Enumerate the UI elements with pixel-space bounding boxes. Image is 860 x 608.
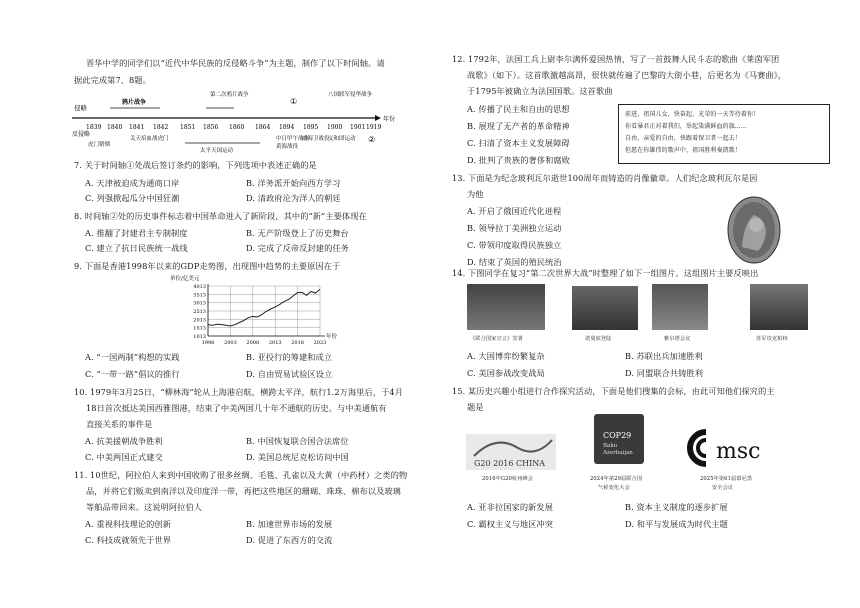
x-tick-label: 2008 (246, 340, 260, 346)
q13-line-1: 13. 下面是为纪念玻利瓦尔逝世100周年而铸造的肖像徽章。人们纪念玻利瓦尔是因 (452, 173, 758, 183)
year-1894: 1894 (279, 124, 295, 131)
q11-line-3: 等舶品带回来。这说明阿拉伯人 (86, 502, 203, 512)
caption-normandy: 诺曼底登陆 (585, 336, 612, 342)
q7-option-a[interactable]: A. 天津被迫成为通商口岸 (85, 178, 180, 188)
q11-line-1: 11. 10世纪，阿拉伯人来到中国收购了很多丝绸、毛毯、孔雀以及大黄（中药材）之类的物 (74, 470, 408, 480)
q12-option-a[interactable]: A. 传播了民主和自由的思想 (467, 104, 570, 114)
timeline-top-label: 侵略 (74, 104, 87, 112)
q15-line-2: 题是 (467, 402, 484, 412)
q13-option-a[interactable]: A. 开启了俄国近代化进程 (467, 206, 562, 216)
q14-option-a[interactable]: A. 大国博弈纷繁复杂 (467, 351, 545, 361)
cop29-logo (594, 414, 644, 464)
lyric-line-4: 但愿在你雄伟的歌声中，祖国胜利奏凯歌！ (625, 147, 741, 154)
x-tick-label: 2018 (291, 340, 304, 346)
marseillaise-lyrics-box (618, 104, 830, 164)
caption-msc-a: 2025年第61届慕尼黑 (700, 476, 753, 482)
history-timeline (70, 90, 400, 170)
year-1841: 1841 (129, 124, 145, 131)
q8-option-a[interactable]: A. 推翻了封建君主专制制度 (85, 228, 188, 238)
q13-option-b[interactable]: B. 领导拉丁美洲独立运动 (467, 223, 562, 233)
intro-line-1: 晋华中学的同学们以“近代中华民族的反侵略斗争”为主题，制作了以下时间轴。请 (86, 58, 385, 68)
q11-option-a[interactable]: A. 重视科技理论的创新 (85, 519, 172, 529)
top-event-opium-war: 鸦片战争 (122, 99, 147, 106)
q12-option-c[interactable]: C. 扫清了资本主义发展障碍 (467, 138, 570, 148)
q11-line-2: 品，并将它们贩卖到南洋以及印度洋一带，再把这些地区的珊瑚、珠珠、棉布以及玻璃 (86, 486, 401, 496)
timeline-arrow (375, 115, 381, 121)
q13-option-d[interactable]: D. 结束了英国的殖民统治 (467, 257, 562, 267)
lyric-line-3: 自由，亲爱的自由，快跟着保卫者一起去！ (625, 135, 741, 142)
q8-option-d[interactable]: D. 完成了反帝反封建的任务 (246, 243, 349, 253)
bolivar-medal-image (726, 195, 782, 265)
q12-option-d[interactable]: D. 批判了贵族的奢侈和腐败 (467, 155, 570, 165)
bottom-event-yellow-sea: 黄海战役 (276, 144, 299, 150)
q10-option-c[interactable]: C. 中美两国正式建交 (85, 452, 163, 462)
y-tick-label: 3013 (193, 300, 206, 307)
x-tick-label: 2023 (313, 340, 327, 346)
q12-line-1: 12. 1792年，法国工兵上尉李尔满怀爱国热情，写了一首鼓舞人民斗志的歌曲《莱茵军团 (452, 54, 780, 64)
photo-normandy (572, 286, 638, 330)
y-tick-label: 1013 (193, 334, 206, 340)
g20-logo-text: G20 2016 CHINA (474, 459, 546, 468)
cop29-logo-title: COP29 (603, 431, 632, 440)
year-1901: 1901 (350, 124, 366, 131)
q9-option-d[interactable]: D. 自由贸易试验区设立 (246, 369, 333, 379)
timeline-axis-unit: 年份 (383, 116, 396, 123)
y-tick-label: 2513 (193, 309, 206, 315)
bottom-event-taiping: 太平天国运动 (200, 148, 234, 154)
q14-option-b[interactable]: B. 苏联出兵加速胜利 (625, 351, 703, 361)
caption-cop29-a: 2024年第29届联合国 (590, 476, 643, 482)
q7-option-b[interactable]: B. 洋务派开始向西方学习 (246, 178, 341, 188)
photo-berlin (750, 284, 808, 330)
bottom-event-guan-tianpei: 关天培血战虎门 (130, 136, 169, 142)
q12-option-b[interactable]: B. 展现了无产者的革命精神 (467, 121, 570, 131)
bottom-event-marker-2: ② (368, 135, 376, 144)
q15-option-b[interactable]: B. 资本主义制度的逐步扩展 (625, 502, 728, 512)
q13-option-c[interactable]: C. 带领印度取得民族独立 (467, 240, 562, 250)
q9-option-a[interactable]: A. “一国两制”构想的实践 (85, 352, 180, 362)
year-1860: 1860 (229, 124, 245, 131)
bottom-event-boxer: 义和团运动 (328, 136, 356, 142)
bottom-event-humen: 虎门销烟 (88, 142, 111, 148)
caption-msc-b: 安全会议 (712, 485, 734, 491)
caption-g20: 2016年G20杭州峰会 (482, 476, 534, 482)
hong-kong-gdp-chart (170, 272, 350, 350)
timeline-bottom-label: 反侵略 (72, 131, 91, 138)
gdp-series-line (208, 289, 320, 326)
q15-line-1: 15. 某历史兴趣小组进行合作探究活动，下面是他们搜集的会标，由此可知他们探究的主 (452, 386, 775, 396)
q8-stem: 8. 时间轴②处的历史事件标志着中国革命进入了新阶段，其中的“新”主要体现在 (74, 211, 367, 221)
cop29-logo-city: Baku (603, 443, 618, 449)
caption-berlin: 苏军攻克柏林 (756, 336, 788, 342)
y-tick-label: 3513 (193, 292, 206, 299)
q7-option-d[interactable]: D. 清政府沦为洋人的朝廷 (246, 193, 341, 203)
intro-line-2: 据此完成第7、8题。 (74, 75, 151, 85)
q8-option-b[interactable]: B. 无产阶级登上了历史舞台 (246, 228, 349, 238)
right-column (430, 0, 860, 608)
q7-option-c[interactable]: C. 列强掀起瓜分中国狂潮 (85, 193, 180, 203)
q12-line-3: 于1795年被确立为法国国歌。这首歌曲 (467, 86, 613, 96)
q10-line-1: 10. 1979年3月25日，“柳林海”轮从上海港启航，横跨太平洋，航行1.2万海里后，于4月 (74, 387, 404, 397)
q14-line-1: 14. 下图同学在复习“第二次世界大战”时整理了如下一组图片。这组图片主要反映出 (452, 268, 759, 278)
q13-line-2: 为他 (467, 189, 484, 199)
q12-line-2: 战歌》（如下）。这首歌激越高昂，很快就传遍了巴黎的大街小巷，后更名为《马赛曲》， (467, 70, 787, 80)
top-event-eight-nation: 八国联军侵华战争 (328, 92, 373, 98)
q10-option-a[interactable]: A. 抗美援朝战争胜利 (85, 436, 163, 446)
caption-un-declaration: 《联合国家宣言》签署 (470, 336, 523, 342)
lyric-line-1: 前进，祖国儿女，快奋起，光荣的一天等待着你！ (625, 111, 760, 118)
g20-logo (466, 428, 556, 472)
chart-y-label: 单位/亿美元 (170, 276, 200, 282)
year-1842: 1842 (153, 124, 169, 131)
q15-option-c[interactable]: C. 霸权主义与地区冲突 (467, 519, 554, 529)
msc-logo (678, 426, 788, 470)
year-1856: 1856 (203, 124, 219, 131)
y-tick-label: 2013 (193, 317, 206, 324)
q8-option-c[interactable]: C. 建立了抗日民族统一战线 (85, 243, 188, 253)
q11-option-b[interactable]: B. 加速世界市场的发展 (246, 519, 333, 529)
cop29-logo-country: Azerbaijan (603, 450, 633, 456)
top-event-marker-1: ① (290, 97, 298, 106)
year-1895: 1895 (303, 124, 319, 131)
year-1839: 1839 (86, 124, 102, 131)
photo-yalta (652, 284, 708, 330)
year-1864: 1864 (255, 124, 271, 131)
bottom-event-weihaiwei: 威海卫战役 (302, 136, 330, 142)
y-tick-label: 1513 (193, 325, 206, 332)
photo-un-declaration (467, 284, 545, 330)
q15-option-a[interactable]: A. 亚非拉国家的新发展 (467, 502, 554, 512)
x-tick-label: 2013 (268, 340, 282, 346)
q14-option-c[interactable]: C. 美国参战改变战局 (467, 368, 545, 378)
x-tick-label: 1998 (201, 340, 215, 346)
x-tick-label: 2003 (224, 340, 237, 346)
q14-option-d[interactable]: D. 同盟联合共铸胜利 (625, 368, 704, 378)
bottom-event-sino-japanese: 中日甲午战争 (276, 136, 310, 142)
caption-cop29-b: 气候变化大会 (598, 485, 630, 491)
q9-option-c[interactable]: C. “一带一路”倡议的推行 (85, 369, 180, 379)
msc-logo-text: msc (716, 439, 761, 464)
q11-option-d[interactable]: D. 促进了东西方的交流 (246, 535, 333, 545)
y-tick-label: 4013 (193, 284, 206, 290)
q10-line-2: 18日首次抵达美国西雅图港，结束了中美两国几十年不通航的历史。与中美通航有 (86, 403, 387, 413)
q9-stem: 9. 下面是香港1998年以来的GDP走势图，出现图中趋势的主要原因在于 (74, 261, 341, 271)
caption-yalta: 雅尔塔会议 (664, 336, 691, 342)
year-1900: 1900 (327, 124, 343, 131)
year-1919: 1919 (366, 124, 382, 131)
year-1851: 1851 (180, 124, 196, 131)
year-1840: 1840 (107, 124, 123, 131)
lyric-line-2: 你看暴君正对着我们，举起染满鲜血的旗…… (625, 123, 748, 130)
q11-option-c[interactable]: C. 科技成就领先于世界 (85, 535, 172, 545)
top-event-second-opium-war: 第二次鸦片战争 (210, 92, 249, 98)
q10-option-d[interactable]: D. 美国总统尼克松访问中国 (246, 452, 349, 462)
q15-option-d[interactable]: D. 和平与发展成为时代主题 (625, 519, 728, 529)
chart-x-label: 年份 (326, 334, 338, 340)
q7-stem: 7. 关于时间轴①处战后签订条约的影响，下列选项中表述正确的是 (74, 160, 317, 170)
q10-line-3: 直接关系的事件是 (86, 419, 153, 429)
timeline-years (86, 124, 381, 131)
q10-option-b[interactable]: B. 中国恢复联合国合法席位 (246, 436, 349, 446)
q9-option-b[interactable]: B. 亚投行的筹建和成立 (246, 352, 333, 362)
